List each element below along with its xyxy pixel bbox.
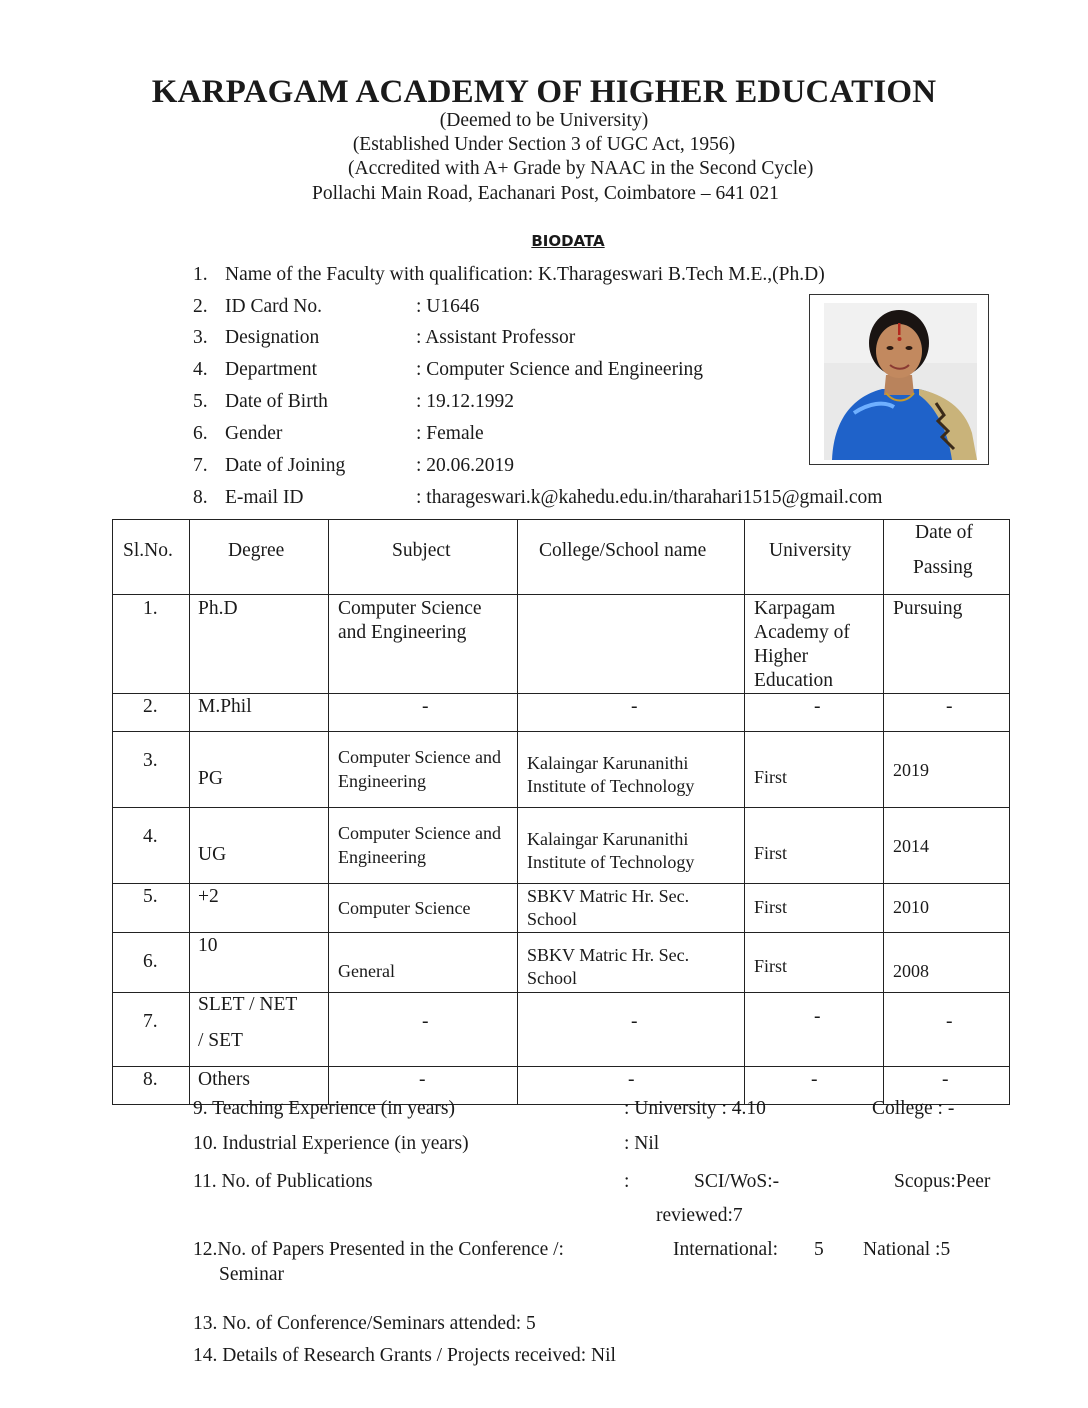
row-degree: M.Phil	[198, 696, 252, 717]
row-passing: -	[946, 696, 953, 717]
row-degree: +2	[198, 886, 219, 907]
row-subject: Computer Science and	[338, 747, 501, 767]
row-university: First	[754, 767, 788, 787]
row-subject: -	[419, 1069, 426, 1090]
table-row	[113, 933, 1010, 993]
item-label: Date of Joining	[225, 455, 346, 476]
row-passing: 2008	[893, 961, 929, 981]
row-sl: 2.	[143, 696, 158, 717]
item-value: : U1646	[416, 296, 480, 317]
row-sl: 7.	[143, 1011, 158, 1032]
row-subject: Computer Science and	[338, 823, 501, 843]
header-degree: Degree	[228, 540, 285, 561]
item-label: Name of the Faculty with qualification: K.Tharageswari B.Tech M.E.,(Ph.D)	[225, 264, 825, 285]
item-number: 7.	[193, 455, 208, 476]
publications-scopus: Scopus:Peer	[894, 1171, 991, 1192]
teaching-experience-value: : University : 4.10	[624, 1098, 766, 1119]
item-label: ID Card No.	[225, 296, 322, 317]
item-value: : tharageswari.k@kahedu.edu.in/tharahari1515@gmail.com	[416, 487, 883, 508]
item-value: : 19.12.1992	[416, 391, 515, 412]
qualification-table	[112, 519, 1010, 1105]
section-title-biodata: BIODATA	[531, 232, 605, 250]
teaching-experience-college: College : -	[872, 1098, 955, 1119]
header-line-established: (Established Under Section 3 of UGC Act, 1956)	[352, 134, 736, 155]
table-row	[113, 808, 1010, 884]
row-passing: Pursuing	[893, 598, 963, 619]
papers-international-label: International:	[673, 1239, 779, 1260]
row-college: Kalaingar Karunanithi	[527, 753, 689, 773]
industrial-experience-value: : Nil	[624, 1133, 660, 1154]
row-passing: 2010	[893, 897, 929, 917]
row-subject: -	[422, 696, 429, 717]
row-subject: and Engineering	[338, 622, 467, 643]
row-sl: 1.	[143, 598, 158, 619]
conferences-attended: 13. No. of Conference/Seminars attended: 5	[193, 1313, 536, 1334]
row-passing: 2014	[893, 836, 929, 856]
row-passing: -	[946, 1011, 953, 1032]
header-college: College/School name	[539, 540, 707, 561]
row-sl: 8.	[143, 1069, 158, 1090]
papers-presented-label-seminar: Seminar	[219, 1264, 284, 1285]
table-row	[113, 993, 1010, 1067]
item-number: 5.	[193, 391, 208, 412]
publications-reviewed: reviewed:7	[656, 1205, 743, 1226]
row-university: -	[814, 696, 821, 717]
row-university: Academy of	[754, 622, 850, 643]
row-university: -	[811, 1069, 818, 1090]
header-address: Pollachi Main Road, Eachanari Post, Coimbatore – 641 021	[312, 183, 779, 204]
header-passing: Passing	[913, 557, 973, 578]
item-label: Designation	[225, 327, 320, 348]
row-passing: 2019	[893, 760, 929, 780]
teaching-experience-label: 9. Teaching Experience (in years)	[193, 1098, 455, 1119]
item-number: 1.	[193, 264, 208, 285]
item-number: 3.	[193, 327, 208, 348]
row-subject: General	[338, 961, 395, 981]
row-college: Institute of Technology	[527, 852, 695, 872]
row-sl: 6.	[143, 951, 158, 972]
row-university: First	[754, 897, 788, 917]
faculty-photo	[824, 303, 977, 460]
header-line-accredited: (Accredited with A+ Grade by NAAC in the Second Cycle)	[348, 158, 814, 179]
item-value: : Computer Science and Engineering	[416, 359, 703, 380]
header-date-of: Date of	[915, 522, 973, 543]
table-row	[113, 694, 1010, 732]
row-sl: 4.	[143, 826, 158, 847]
table-row	[113, 732, 1010, 808]
research-grants: 14. Details of Research Grants / Projects received: Nil	[193, 1345, 616, 1366]
photo-frame	[809, 294, 989, 465]
row-college: -	[631, 696, 638, 717]
publications-colon: :	[624, 1171, 630, 1192]
item-label: E-mail ID	[225, 487, 304, 508]
row-subject: Engineering	[338, 771, 426, 791]
row-subject: Engineering	[338, 847, 426, 867]
portrait-icon	[824, 303, 977, 460]
institution-title: KARPAGAM ACADEMY OF HIGHER EDUCATION	[151, 74, 937, 110]
header-line-deemed: (Deemed to be University)	[439, 110, 649, 131]
row-sl: 5.	[143, 886, 158, 907]
row-degree: UG	[198, 844, 227, 865]
item-value: : Female	[416, 423, 484, 444]
row-college: Institute of Technology	[527, 776, 695, 796]
item-label: Gender	[225, 423, 283, 444]
item-number: 4.	[193, 359, 208, 380]
row-degree: 10	[198, 935, 218, 956]
header-sl-no: Sl.No.	[123, 540, 173, 561]
row-university: Karpagam	[754, 598, 836, 619]
papers-presented-label: 12.No. of Papers Presented in the Conference /:	[193, 1239, 564, 1260]
row-degree: PG	[198, 768, 223, 789]
publications-label: 11. No. of Publications	[193, 1171, 373, 1192]
row-college: School	[527, 909, 578, 929]
header-university: University	[769, 540, 852, 561]
item-label: Date of Birth	[225, 391, 328, 412]
table-header-row	[113, 520, 1010, 595]
row-passing: -	[942, 1069, 949, 1090]
papers-international-value: 5	[814, 1239, 824, 1260]
table-row	[113, 595, 1010, 694]
row-subject: Computer Science	[338, 898, 471, 918]
row-university: First	[754, 843, 788, 863]
industrial-experience-label: 10. Industrial Experience (in years)	[193, 1133, 469, 1154]
row-college: SBKV Matric Hr. Sec.	[527, 945, 690, 965]
row-university: -	[814, 1006, 821, 1027]
row-degree: Others	[198, 1069, 250, 1090]
item-value: : Assistant Professor	[416, 327, 576, 348]
header-subject: Subject	[392, 540, 451, 561]
item-value: : 20.06.2019	[416, 455, 515, 476]
publications-sci: SCI/WoS:-	[694, 1171, 780, 1192]
row-subject: -	[422, 1011, 429, 1032]
row-degree: / SET	[198, 1030, 243, 1051]
item-number: 2.	[193, 296, 208, 317]
row-college-empty	[518, 595, 744, 693]
item-label: Department	[225, 359, 318, 380]
row-college: -	[631, 1011, 638, 1032]
row-college: School	[527, 968, 578, 988]
row-university: Higher	[754, 646, 809, 667]
row-college: SBKV Matric Hr. Sec.	[527, 886, 690, 906]
item-number: 8.	[193, 487, 208, 508]
row-degree: Ph.D	[198, 598, 238, 619]
item-number: 6.	[193, 423, 208, 444]
row-degree: SLET / NET	[198, 994, 298, 1015]
papers-national: National :5	[863, 1239, 951, 1260]
row-subject: Computer Science	[338, 598, 482, 619]
row-university: First	[754, 956, 788, 976]
row-college: Kalaingar Karunanithi	[527, 829, 689, 849]
row-sl: 3.	[143, 750, 158, 771]
row-university: Education	[754, 670, 834, 691]
table-row	[113, 884, 1010, 933]
row-college: -	[628, 1069, 635, 1090]
